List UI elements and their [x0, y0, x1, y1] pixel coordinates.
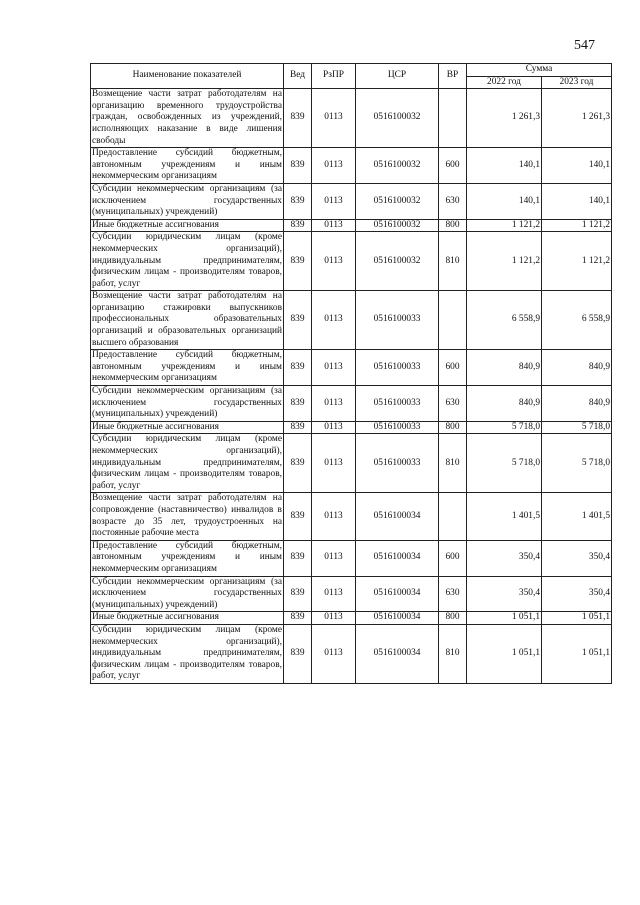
row-rzpr: 0113 [312, 576, 356, 612]
table-row [91, 148, 612, 184]
table-row [91, 350, 612, 386]
row-sum-2022: 140,1 [467, 183, 542, 219]
header-csr: ЦСР [356, 64, 439, 89]
header-name: Наименование показателей [91, 64, 284, 89]
header-sum: Сумма [467, 64, 612, 77]
row-sum-2022: 140,1 [467, 148, 542, 184]
row-sum-2022: 840,9 [467, 386, 542, 422]
row-sum-2022: 5 718,0 [467, 434, 542, 493]
row-sum-2022: 350,4 [467, 540, 542, 576]
row-sum-2023: 350,4 [542, 540, 612, 576]
row-rzpr: 0113 [312, 291, 356, 350]
row-rzpr: 0113 [312, 540, 356, 576]
row-sum-2023: 140,1 [542, 183, 612, 219]
row-csr: 0516100033 [356, 350, 439, 386]
row-csr: 0516100033 [356, 434, 439, 493]
row-vr [439, 493, 467, 540]
row-sum-2023: 6 558,9 [542, 291, 612, 350]
row-ved: 839 [284, 291, 312, 350]
row-vr: 630 [439, 386, 467, 422]
row-ved: 839 [284, 576, 312, 612]
row-vr: 630 [439, 576, 467, 612]
table-row [91, 540, 612, 576]
row-ved: 839 [284, 183, 312, 219]
row-vr [439, 89, 467, 148]
row-ved: 839 [284, 493, 312, 540]
row-csr: 0516100033 [356, 421, 439, 434]
row-sum-2023: 1 051,1 [542, 612, 612, 625]
table-row [91, 612, 612, 625]
table-row [91, 89, 612, 148]
row-sum-2023: 1 121,2 [542, 219, 612, 232]
row-sum-2023: 1 051,1 [542, 624, 612, 683]
row-name: Иные бюджетные ассигнования [91, 612, 284, 625]
row-vr: 810 [439, 434, 467, 493]
row-csr: 0516100032 [356, 148, 439, 184]
row-vr [439, 291, 467, 350]
row-sum-2022: 350,4 [467, 576, 542, 612]
row-name: Субсидии юридическим лицам (кроме некоммерческих организаций), индивидуальным предпринимателям, физическим лицам - производителям товаров, работ, услуг [91, 624, 284, 683]
table-row [91, 493, 612, 540]
row-rzpr: 0113 [312, 232, 356, 291]
table-row [91, 183, 612, 219]
row-ved: 839 [284, 624, 312, 683]
row-csr: 0516100032 [356, 232, 439, 291]
row-ved: 839 [284, 89, 312, 148]
table-row [91, 386, 612, 422]
budget-table [90, 63, 612, 684]
row-name: Субсидии некоммерческим организациям (за исключением государственных (муниципальных) учреждений) [91, 576, 284, 612]
row-sum-2023: 1 401,5 [542, 493, 612, 540]
page-number: 547 [574, 38, 595, 53]
row-ved: 839 [284, 350, 312, 386]
row-rzpr: 0113 [312, 434, 356, 493]
row-csr: 0516100034 [356, 576, 439, 612]
row-sum-2022: 1 121,2 [467, 219, 542, 232]
row-csr: 0516100033 [356, 386, 439, 422]
row-name: Субсидии юридическим лицам (кроме некоммерческих организаций), индивидуальным предпринимателям, физическим лицам - производителям товаров, работ, услуг [91, 434, 284, 493]
row-sum-2023: 840,9 [542, 350, 612, 386]
table-row [91, 421, 612, 434]
row-name: Предоставление субсидий бюджетным, автономным учреждениям и иным некоммерческим организациям [91, 350, 284, 386]
row-sum-2022: 5 718,0 [467, 421, 542, 434]
row-rzpr: 0113 [312, 624, 356, 683]
table-body [91, 89, 612, 684]
row-rzpr: 0113 [312, 183, 356, 219]
row-name: Субсидии юридическим лицам (кроме некоммерческих организаций), индивидуальным предпринимателям, физическим лицам - производителям товаров, работ, услуг [91, 232, 284, 291]
row-sum-2022: 6 558,9 [467, 291, 542, 350]
row-vr: 600 [439, 540, 467, 576]
row-csr: 0516100032 [356, 89, 439, 148]
row-ved: 839 [284, 386, 312, 422]
row-name: Иные бюджетные ассигнования [91, 219, 284, 232]
row-vr: 600 [439, 148, 467, 184]
row-ved: 839 [284, 434, 312, 493]
row-rzpr: 0113 [312, 421, 356, 434]
row-vr: 630 [439, 183, 467, 219]
header-2023: 2023 год [542, 76, 612, 89]
row-rzpr: 0113 [312, 493, 356, 540]
row-sum-2023: 5 718,0 [542, 434, 612, 493]
row-csr: 0516100032 [356, 219, 439, 232]
row-sum-2023: 1 121,2 [542, 232, 612, 291]
row-vr: 800 [439, 612, 467, 625]
row-name: Возмещение части затрат работодателям на сопровождение (наставничество) инвалидов в возрасте до 35 лет, трудоустроенных на постоянные рабочие места [91, 493, 284, 540]
table-row [91, 624, 612, 683]
row-name: Субсидии некоммерческим организациям (за исключением государственных (муниципальных) учреждений) [91, 386, 284, 422]
row-name: Иные бюджетные ассигнования [91, 421, 284, 434]
row-ved: 839 [284, 148, 312, 184]
table-row [91, 291, 612, 350]
row-sum-2022: 1 261,3 [467, 89, 542, 148]
row-ved: 839 [284, 421, 312, 434]
row-name: Субсидии некоммерческим организациям (за исключением государственных (муниципальных) учреждений) [91, 183, 284, 219]
row-ved: 839 [284, 612, 312, 625]
row-rzpr: 0113 [312, 350, 356, 386]
row-name: Предоставление субсидий бюджетным, автономным учреждениям и иным некоммерческим организациям [91, 540, 284, 576]
header-rzpr: РзПР [312, 64, 356, 89]
row-sum-2022: 1 051,1 [467, 612, 542, 625]
row-rzpr: 0113 [312, 612, 356, 625]
row-rzpr: 0113 [312, 219, 356, 232]
row-sum-2023: 350,4 [542, 576, 612, 612]
row-vr: 810 [439, 624, 467, 683]
table-row [91, 232, 612, 291]
row-vr: 810 [439, 232, 467, 291]
row-sum-2023: 5 718,0 [542, 421, 612, 434]
table-row [91, 576, 612, 612]
row-rzpr: 0113 [312, 148, 356, 184]
row-ved: 839 [284, 219, 312, 232]
row-rzpr: 0113 [312, 89, 356, 148]
row-csr: 0516100032 [356, 183, 439, 219]
row-vr: 800 [439, 219, 467, 232]
row-sum-2022: 1 121,2 [467, 232, 542, 291]
table-row [91, 219, 612, 232]
row-sum-2022: 1 051,1 [467, 624, 542, 683]
row-sum-2023: 840,9 [542, 386, 612, 422]
row-ved: 839 [284, 540, 312, 576]
row-csr: 0516100034 [356, 612, 439, 625]
row-rzpr: 0113 [312, 386, 356, 422]
row-sum-2022: 1 401,5 [467, 493, 542, 540]
row-csr: 0516100034 [356, 493, 439, 540]
header-2022: 2022 год [467, 76, 542, 89]
row-csr: 0516100034 [356, 624, 439, 683]
row-vr: 800 [439, 421, 467, 434]
row-ved: 839 [284, 232, 312, 291]
table-row [91, 434, 612, 493]
row-name: Возмещение части затрат работодателям на организацию стажировки выпускников профессиональных образовательных организаций и образовательных организаций высшего образования [91, 291, 284, 350]
row-sum-2023: 1 261,3 [542, 89, 612, 148]
header-vr: ВР [439, 64, 467, 89]
row-csr: 0516100033 [356, 291, 439, 350]
row-sum-2022: 840,9 [467, 350, 542, 386]
header-ved: Вед [284, 64, 312, 89]
row-sum-2023: 140,1 [542, 148, 612, 184]
row-name: Предоставление субсидий бюджетным, автономным учреждениям и иным некоммерческим организациям [91, 148, 284, 184]
row-name: Возмещение части затрат работодателям на организацию временного трудоустройства граждан, освобожденных из учреждений, исполняющих наказание в виде лишения свободы [91, 89, 284, 148]
row-vr: 600 [439, 350, 467, 386]
row-csr: 0516100034 [356, 540, 439, 576]
